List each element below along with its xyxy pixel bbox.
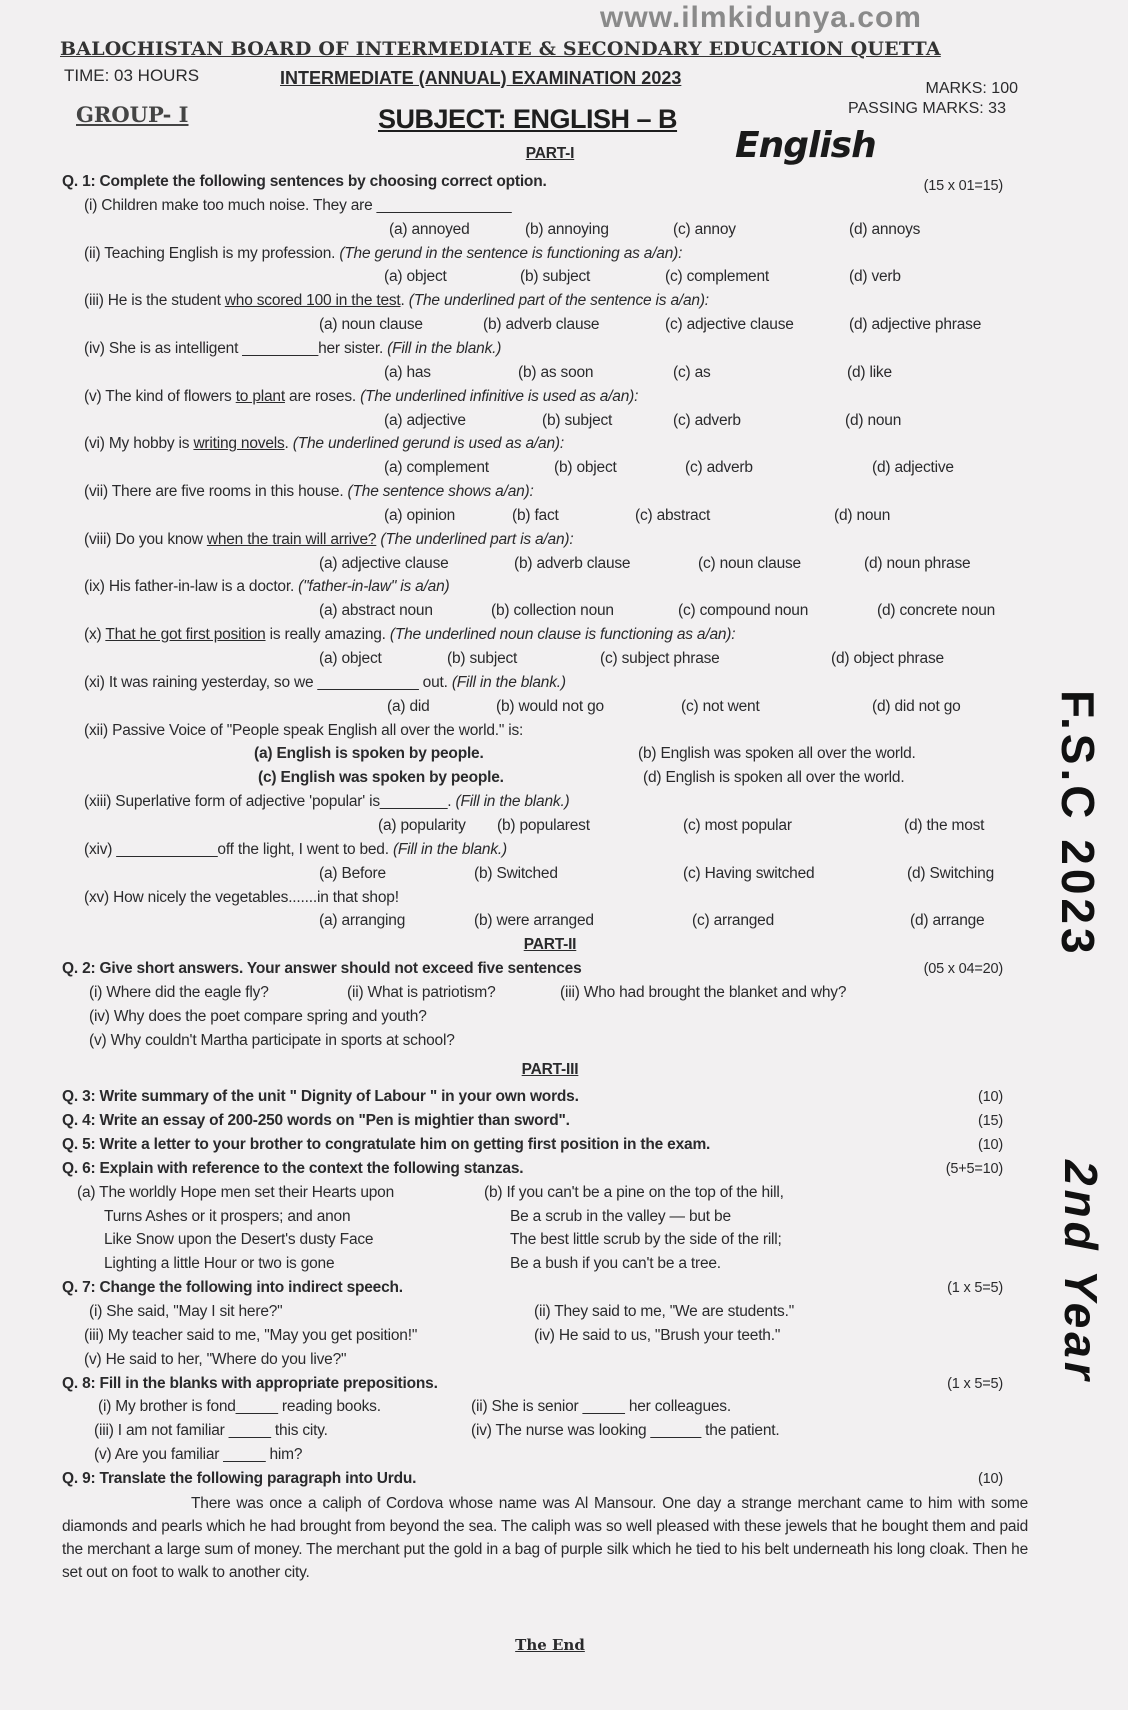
option: (b) annoying [525,220,609,238]
question-item [84,528,573,552]
option: (d) adjective [872,459,954,477]
option: (c) as [673,363,711,381]
option: (d) English is spoken all over the world. [643,769,905,787]
passing-marks: PASSING MARKS: 33 [848,100,1006,117]
option: (a) complement [384,459,489,477]
option: (d) like [847,363,892,381]
question-4-marks: (15) [978,1113,1003,1130]
option: (c) Having switched [683,864,815,882]
item-underlined-text: when the train will arrive? [206,530,377,548]
item-text: (x) [84,626,106,644]
option: (c) most popular [683,816,792,834]
item-instruction: (The underlined noun clause is functioning as a/an): [389,626,736,644]
item-text: (vii) There are five rooms in this house. [84,483,348,501]
stanza-a-line: Turns Ashes or it prospers; and anon [104,1207,351,1225]
speech-item: (v) He said to her, "Where do you live?" [84,1350,347,1368]
question-item [84,194,511,218]
option: (d) noun [845,411,902,429]
item-text: (xi) It was raining yesterday, so we ____________ out. [84,673,452,691]
question-1-marks: (15 x 01=15) [923,178,1003,194]
option: (d) adjective phrase [849,316,982,334]
option: (c) adverb [673,411,741,429]
stanza-a-line: Like Snow upon the Desert's dusty Face [104,1231,374,1249]
total-marks: MARKS: 100 [925,80,1018,97]
handwritten-subject: English [735,125,876,166]
item-instruction: (The sentence shows a/an): [347,483,534,501]
item-instruction: (The underlined part is a/an): [380,530,574,548]
option: (a) Before [319,864,386,882]
option: (b) popularest [497,816,590,834]
option: (b) collection noun [491,602,614,620]
item-underlined-text: who scored 100 in the test [224,292,401,310]
option: (c) adjective clause [665,316,794,334]
speech-item: (i) She said, "May I sit here?" [89,1302,283,1320]
question-7-marks: (1 x 5=5) [947,1280,1003,1297]
option: (c) adverb [685,459,753,477]
question-7: Q. 7: Change the following into indirect speech. [62,1279,403,1297]
question-item [84,623,735,647]
option: (b) fact [512,506,559,524]
item-instruction: (Fill in the blank.) [387,339,502,357]
question-9-marks: (10) [978,1470,1003,1487]
question-item [84,671,566,695]
option: (b) Switched [474,864,558,882]
stanza-b-line: Be a bush if you can't be a tree. [510,1255,721,1273]
item-text: (iv) She is as intelligent _________her sister. [84,339,388,357]
speech-item: (iii) My teacher said to me, "May you get position!" [84,1326,418,1344]
item-underlined-text: to plant [235,387,285,405]
option: (c) complement [665,268,770,286]
option: (a) object [319,650,382,667]
item-underlined-text: writing novels [193,435,285,453]
short-question: (v) Why couldn't Martha participate in sports at school? [89,1031,455,1049]
part-1-title: PART-I [525,145,575,163]
option: (b) subject [520,268,591,286]
question-3: Q. 3: Write summary of the unit " Dignity of Labour " in your own words. [62,1088,579,1106]
the-end: The End [515,1636,585,1654]
item-instruction: ("father-in-law" is a/an) [298,578,450,596]
item-text: (vi) My hobby is [84,435,194,453]
stanza-b-line: Be a scrub in the valley — but be [510,1207,731,1225]
question-item [84,838,507,862]
question-item [84,432,564,456]
option: (d) the most [904,816,985,834]
option: (a) adjective [384,411,466,429]
option: (b) were arranged [474,912,594,930]
option: (d) concrete noun [877,602,996,620]
option: (a) arranging [319,912,406,930]
speech-item: (iv) He said to us, "Brush your teeth." [534,1326,781,1344]
question-6-marks: (5+5=10) [945,1160,1003,1177]
question-item [84,719,523,743]
short-question: (iii) Who had brought the blanket and why? [560,983,847,1001]
item-instruction: (Fill in the blank.) [455,793,570,811]
option: (b) would not go [496,697,604,715]
item-text: (ix) His father-in-law is a doctor. [84,578,299,596]
item-text: (i) Children make too much noise. They are ________________ [84,196,512,214]
option: (b) subject [447,650,518,667]
subject-title: SUBJECT: ENGLISH – B [378,104,678,134]
option: (b) adverb clause [514,554,631,572]
question-5-marks: (10) [978,1137,1003,1153]
speech-item: (ii) They said to me, "We are students." [534,1302,795,1320]
option: (b) adverb clause [483,316,600,334]
option: (b) subject [542,411,613,429]
item-instruction: (The underlined part of the sentence is a/an): [408,292,709,310]
group-label: GROUP- I [76,102,189,127]
option: (a) object [384,268,447,286]
item-instruction: (The underlined infinitive is used as a/an): [360,387,639,405]
watermark: www.ilmkidunya.com [600,1,922,34]
option: (c) annoy [673,220,736,238]
option: (a) opinion [384,506,456,524]
item-instruction: (The underlined gerund is used as a/an): [292,435,564,453]
option: (a) annoyed [389,220,470,238]
question-8-marks: (1 x 5=5) [947,1375,1003,1392]
option: (a) abstract noun [319,602,433,620]
question-2-marks: (05 x 04=20) [923,961,1003,978]
exam-time: TIME: 03 HOURS [64,66,200,85]
question-item [84,886,399,910]
option: (d) verb [849,268,901,286]
question-item [84,385,638,409]
option: (a) popularity [378,816,466,834]
question-item [84,289,709,313]
question-item [84,337,501,361]
question-3-marks: (10) [978,1089,1003,1106]
question-9: Q. 9: Translate the following paragraph into Urdu. [62,1469,417,1487]
option: (d) annoys [849,220,921,238]
option: (b) as soon [518,363,594,381]
margin-note-year: 2nd Year [1055,1160,1107,1384]
preposition-item: (iii) I am not familiar _____ this city. [94,1422,328,1440]
question-1: Q. 1: Complete the following sentences by choosing correct option. [62,173,547,190]
item-instruction: (Fill in the blank.) [392,840,507,858]
preposition-item: (ii) She is senior _____ her colleagues. [471,1398,731,1416]
item-text: (ii) Teaching English is my profession. [84,244,340,262]
preposition-item: (v) Are you familiar _____ him? [94,1446,303,1464]
margin-note-class: F.S.C 2023 [1052,690,1104,958]
question-item [84,480,534,504]
option: (d) noun [834,506,891,524]
short-question: (ii) What is patriotism? [347,983,496,1001]
item-text: . [284,435,293,453]
item-text: (xv) How nicely the vegetables.......in that shop! [84,888,399,906]
board-title: BALOCHISTAN BOARD OF INTERMEDIATE & SECONDARY EDUCATION QUETTA [60,38,941,60]
item-instruction: (The gerund in the sentence is functioning as a/an): [339,244,683,262]
stanza-a-line: Lighting a little Hour or two is gone [104,1255,335,1273]
option: (c) noun clause [698,554,801,572]
stanza-a-line: (a) The worldly Hope men set their Hearts upon [77,1183,395,1201]
stanza-b-line: The best little scrub by the side of the rill; [510,1231,782,1249]
preposition-item: (iv) The nurse was looking ______ the patient. [471,1422,780,1440]
question-2: Q. 2: Give short answers. Your answer should not exceed five sentences [62,960,582,978]
item-text: are roses. [284,387,361,405]
part-3-title: PART-III [521,1061,579,1079]
question-5: Q. 5: Write a letter to your brother to congratulate him on getting first position in the exam. [62,1136,711,1153]
option: (c) English was spoken by people. [258,769,504,787]
question-4: Q. 4: Write an essay of 200-250 words on "Pen is mightier than sword". [62,1112,570,1130]
option: (d) Switching [907,864,994,882]
question-item [84,242,682,266]
option: (a) did [387,697,430,715]
item-text: (viii) Do you know [84,530,207,548]
option: (d) object phrase [831,650,944,667]
exam-title: INTERMEDIATE (ANNUAL) EXAMINATION 2023 [280,68,682,88]
option: (b) English was spoken all over the world. [638,745,916,763]
question-item [84,790,570,814]
option: (d) noun phrase [864,554,971,572]
option: (d) arrange [910,912,985,930]
question-item [84,575,449,599]
option: (b) object [554,459,617,477]
item-text: (xiv) ____________off the light, I went to bed. [84,840,393,858]
short-question: (i) Where did the eagle fly? [89,983,269,1001]
short-question: (iv) Why does the poet compare spring and youth? [89,1007,427,1025]
option: (a) has [384,363,431,381]
question-8: Q. 8: Fill in the blanks with appropriate prepositions. [62,1374,438,1392]
question-6: Q. 6: Explain with reference to the context the following stanzas. [62,1159,524,1177]
part-2-title: PART-II [523,936,577,954]
item-text: (iii) He is the student [84,292,225,310]
option: (c) subject phrase [600,650,720,667]
item-text: (xii) Passive Voice of "People speak English all over the world." is: [84,721,524,739]
option: (c) abstract [635,506,711,524]
preposition-item: (i) My brother is fond_____ reading books. [98,1398,381,1416]
item-instruction: (Fill in the blank.) [451,673,566,691]
item-text: (v) The kind of flowers [84,387,236,405]
translation-paragraph: There was once a caliph of Cordova whose name was Al Mansour. One day a strange merchant came to him with some diamonds and pearls which he had brought from beyond the sea. The caliph was so well pleased with these jewels that he bought them and paid the merchant a large sum of money. The merchant put the gold in a bag of purple silk which he tied to his belt underneath his long cloak. Then he set out on foot to walk to another city. [62,1494,1028,1582]
option: (c) compound noun [678,602,809,620]
option: (a) English is spoken by people. [254,745,484,763]
option: (c) not went [681,697,760,715]
option: (a) noun clause [319,316,423,334]
item-text: . [400,292,409,310]
option: (a) adjective clause [319,554,449,572]
item-text: (xiii) Superlative form of adjective 'popular' is________. [84,793,456,811]
stanza-b-line: (b) If you can't be a pine on the top of the hill, [484,1183,784,1201]
option: (c) arranged [692,912,775,930]
option: (d) did not go [872,697,961,715]
item-underlined-text: That he got first position [105,626,266,644]
item-text: is really amazing. [265,626,390,644]
